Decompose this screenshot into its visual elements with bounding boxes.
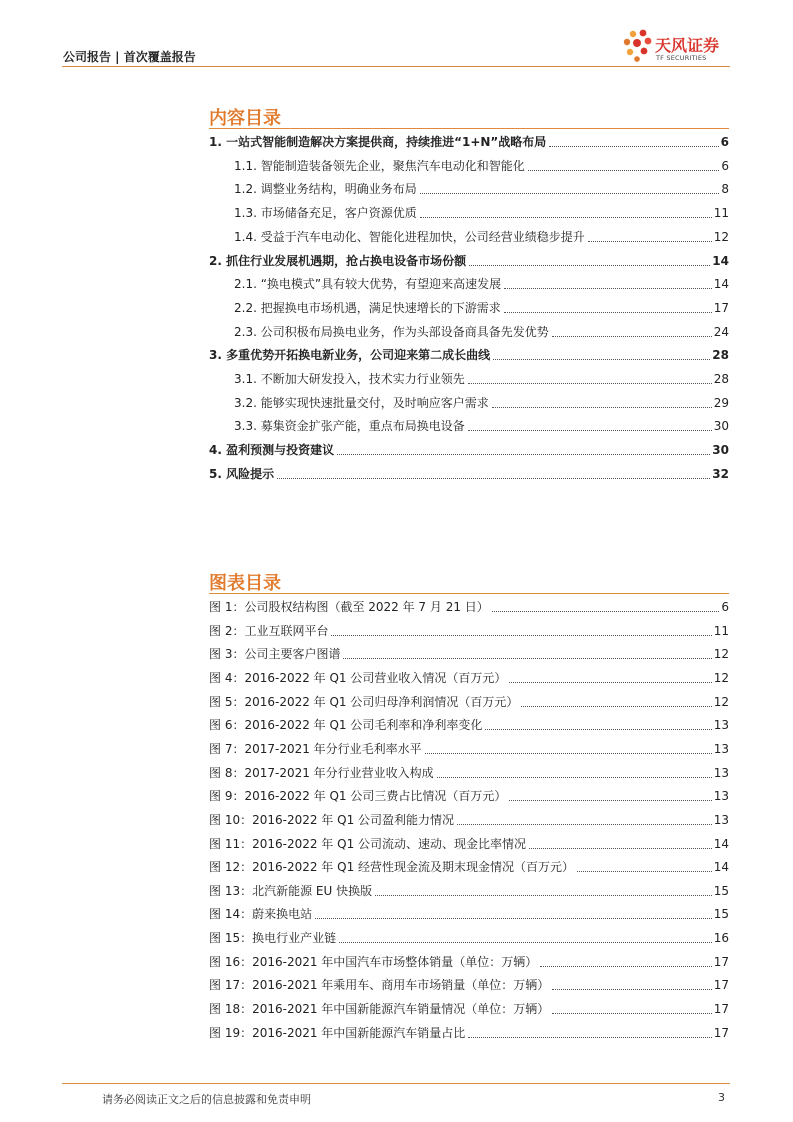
dot-leader [375, 895, 712, 896]
toc-entry[interactable] [234, 325, 729, 340]
toc-entry[interactable] [234, 159, 729, 174]
dot-leader [337, 454, 710, 455]
figure-entry[interactable] [209, 1002, 729, 1017]
entry-title: 图 13：北汽新能源 EU 快换版 [209, 883, 373, 898]
toc-entry[interactable] [234, 230, 729, 245]
entry-title: 图 7：2017-2021 年分行业毛利率水平 [209, 741, 422, 756]
toc-entry[interactable] [209, 135, 729, 150]
entry-page-number: 14 [713, 277, 729, 292]
dot-leader [277, 478, 710, 479]
entry-page-number: 6 [720, 135, 729, 149]
dot-leader [509, 682, 711, 683]
entry-page-number: 13 [713, 812, 729, 827]
entry-page-number: 13 [713, 789, 729, 804]
dot-leader [528, 170, 720, 171]
figure-entry[interactable] [209, 695, 729, 710]
entry-page-number: 11 [713, 206, 729, 221]
dot-leader [343, 658, 711, 659]
logo-chinese-name: 天风证券 [655, 36, 720, 55]
entry-page-number: 28 [712, 348, 729, 363]
dot-leader [588, 241, 712, 242]
toc-entry[interactable] [234, 301, 729, 316]
figure-entry[interactable] [209, 600, 729, 615]
entry-page-number: 13 [713, 718, 729, 733]
entry-title: 2.2. 把握换电市场机遇，满足快速增长的下游需求 [234, 300, 501, 315]
entry-page-number: 12 [713, 229, 729, 244]
figure-entry[interactable] [209, 789, 729, 804]
company-logo [623, 29, 735, 67]
dot-leader [315, 918, 712, 919]
entry-title: 图 12：2016-2022 年 Q1 经营性现金流及期末现金情况（百万元） [209, 860, 575, 875]
entry-page-number: 30 [712, 443, 729, 458]
entry-page-number: 13 [713, 741, 729, 756]
toc-entry[interactable] [209, 348, 729, 363]
entry-title: 图 3：公司主要客户图谱 [209, 647, 341, 662]
entry-title: 图 2：工业互联网平台 [209, 623, 329, 638]
entry-title: 图 17：2016-2021 年乘用车、商用车市场销量（单位：万辆） [209, 978, 550, 993]
toc-entry[interactable] [234, 277, 729, 292]
dot-leader [457, 824, 712, 825]
figure-entry[interactable] [209, 742, 729, 757]
figure-entry[interactable] [209, 860, 729, 875]
entry-title: 1.3. 市场储备充足，客户资源优质 [234, 206, 417, 221]
entry-title: 图 9：2016-2022 年 Q1 公司三费占比情况（百万元） [209, 789, 507, 804]
entry-title: 2.3. 公司积极布局换电业务，作为头部设备商具备先发优势 [234, 324, 549, 339]
figure-entry[interactable] [209, 1026, 729, 1041]
entry-page-number: 12 [713, 670, 729, 685]
entry-page-number: 17 [713, 1002, 729, 1017]
entry-page-number: 17 [713, 978, 729, 993]
logo-english-name: TF SECURITIES [656, 54, 707, 62]
figure-entry[interactable] [209, 931, 729, 946]
entry-page-number: 15 [713, 883, 729, 898]
entry-title: 4. 盈利预测与投资建议 [209, 443, 335, 458]
report-type-label: 公司报告 | 首次覆盖报告 [63, 50, 196, 64]
entry-title: 图 11：2016-2022 年 Q1 公司流动、速动、现金比率情况 [209, 836, 527, 851]
dot-leader [521, 706, 711, 707]
toc-entry[interactable] [234, 372, 729, 387]
entry-title: 图 10：2016-2022 年 Q1 公司盈利能力情况 [209, 812, 455, 827]
flower-logo-icon [623, 29, 653, 67]
entry-page-number: 14 [713, 836, 729, 851]
dot-leader [493, 359, 710, 360]
entry-title: 1.1. 智能制造装备领先企业，聚焦汽车电动化和智能化 [234, 158, 525, 173]
dot-leader [577, 871, 712, 872]
dot-leader [331, 635, 711, 636]
entry-title: 图 8：2017-2021 年分行业营业收入构成 [209, 765, 434, 780]
toc-entry[interactable] [234, 206, 729, 221]
header-divider [62, 66, 730, 67]
figures-title-underline [209, 593, 729, 594]
entry-title: 图 6：2016-2022 年 Q1 公司毛利率和净利率变化 [209, 718, 483, 733]
entry-page-number: 16 [713, 931, 729, 946]
toc-entry[interactable] [209, 443, 729, 458]
entry-page-number: 11 [713, 623, 729, 638]
entry-title: 3.3. 募集资金扩张产能，重点布局换电设备 [234, 419, 465, 434]
toc-entry[interactable] [209, 467, 729, 482]
entry-title: 1.4. 受益于汽车电动化、智能化进程加快，公司经营业绩稳步提升 [234, 229, 585, 244]
entry-page-number: 32 [712, 466, 729, 481]
figure-entry[interactable] [209, 671, 729, 686]
entry-title: 图 18：2016-2021 年中国新能源汽车销量情况（单位：万辆） [209, 1002, 550, 1017]
figure-entry[interactable] [209, 907, 729, 922]
dot-leader [492, 611, 720, 612]
entry-title: 5. 风险提示 [209, 466, 275, 481]
dot-leader [552, 989, 711, 990]
entry-title: 2.1. “换电模式”具有较大优势，有望迎来高速发展 [234, 277, 502, 292]
toc-entry[interactable] [209, 254, 729, 269]
figure-entry[interactable] [209, 837, 729, 852]
figure-entry[interactable] [209, 978, 729, 993]
entry-page-number: 15 [713, 907, 729, 922]
dot-leader [529, 848, 712, 849]
dot-leader [492, 407, 712, 408]
entry-page-number: 17 [713, 1025, 729, 1040]
dot-leader [549, 146, 718, 147]
entry-page-number: 28 [713, 372, 729, 386]
figure-entry[interactable] [209, 766, 729, 781]
entry-page-number: 30 [713, 419, 729, 434]
dot-leader [420, 217, 712, 218]
entry-page-number: 8 [721, 182, 729, 197]
toc-title-underline [209, 128, 729, 129]
entry-title: 图 4：2016-2022 年 Q1 公司营业收入情况（百万元） [209, 670, 507, 685]
entry-title: 1. 一站式智能制造解决方案提供商，持续推进“1+N”战略布局 [209, 135, 547, 149]
dot-leader [552, 336, 712, 337]
entry-page-number: 14 [713, 860, 729, 875]
figure-entry[interactable] [209, 624, 729, 639]
toc-entry[interactable] [234, 396, 729, 411]
entry-title: 图 1：公司股权结构图（截至 2022 年 7 月 21 日） [209, 600, 489, 614]
figure-entry[interactable] [209, 647, 729, 662]
dot-leader [469, 265, 710, 266]
entry-page-number: 24 [713, 324, 729, 339]
entry-page-number: 12 [713, 694, 729, 709]
entry-title: 图 15：换电行业产业链 [209, 931, 337, 946]
disclaimer-text: 请务必阅读正文之后的信息披露和免责申明 [102, 1093, 311, 1106]
toc-title: 内容目录 [209, 108, 281, 129]
toc-entry[interactable] [234, 419, 729, 434]
entry-page-number: 29 [713, 395, 729, 410]
entry-title: 2. 抓住行业发展机遇期，抢占换电设备市场份额 [209, 253, 467, 268]
dot-leader [504, 312, 712, 313]
dot-leader [339, 942, 712, 943]
dot-leader [468, 1037, 711, 1038]
dot-leader [468, 383, 712, 384]
dot-leader [485, 729, 711, 730]
entry-title: 3.2. 能够实现快速批量交付，及时响应客户需求 [234, 395, 489, 410]
entry-title: 图 16：2016-2021 年中国汽车市场整体销量（单位：万辆） [209, 954, 538, 969]
entry-title: 3.1. 不断加大研发投入，技术实力行业领先 [234, 372, 465, 386]
dot-leader [540, 966, 711, 967]
toc-entry[interactable] [234, 182, 729, 197]
entry-page-number: 12 [713, 647, 729, 662]
figures-title: 图表目录 [209, 573, 281, 594]
entry-page-number: 17 [713, 954, 729, 969]
entry-title: 图 5：2016-2022 年 Q1 公司归母净利润情况（百万元） [209, 694, 519, 709]
dot-leader [504, 288, 712, 289]
page-number: 3 [718, 1091, 725, 1104]
figure-entry[interactable] [209, 884, 729, 899]
entry-page-number: 6 [721, 158, 729, 173]
entry-page-number: 17 [713, 300, 729, 315]
dot-leader [509, 800, 711, 801]
dot-leader [425, 753, 712, 754]
dot-leader [420, 193, 720, 194]
figure-entry[interactable] [209, 813, 729, 828]
entry-page-number: 14 [712, 253, 729, 268]
dot-leader [468, 430, 712, 431]
entry-page-number: 6 [721, 600, 729, 614]
figure-entry[interactable] [209, 955, 729, 970]
entry-title: 1.2. 调整业务结构，明确业务布局 [234, 182, 417, 197]
entry-title: 图 19：2016-2021 年中国新能源汽车销量占比 [209, 1025, 466, 1040]
figure-entry[interactable] [209, 718, 729, 733]
entry-page-number: 13 [713, 765, 729, 780]
footer-divider [62, 1083, 730, 1084]
dot-leader [552, 1013, 711, 1014]
entry-title: 3. 多重优势开拓换电新业务，公司迎来第二成长曲线 [209, 348, 491, 363]
dot-leader [437, 777, 712, 778]
entry-title: 图 14：蔚来换电站 [209, 907, 313, 922]
